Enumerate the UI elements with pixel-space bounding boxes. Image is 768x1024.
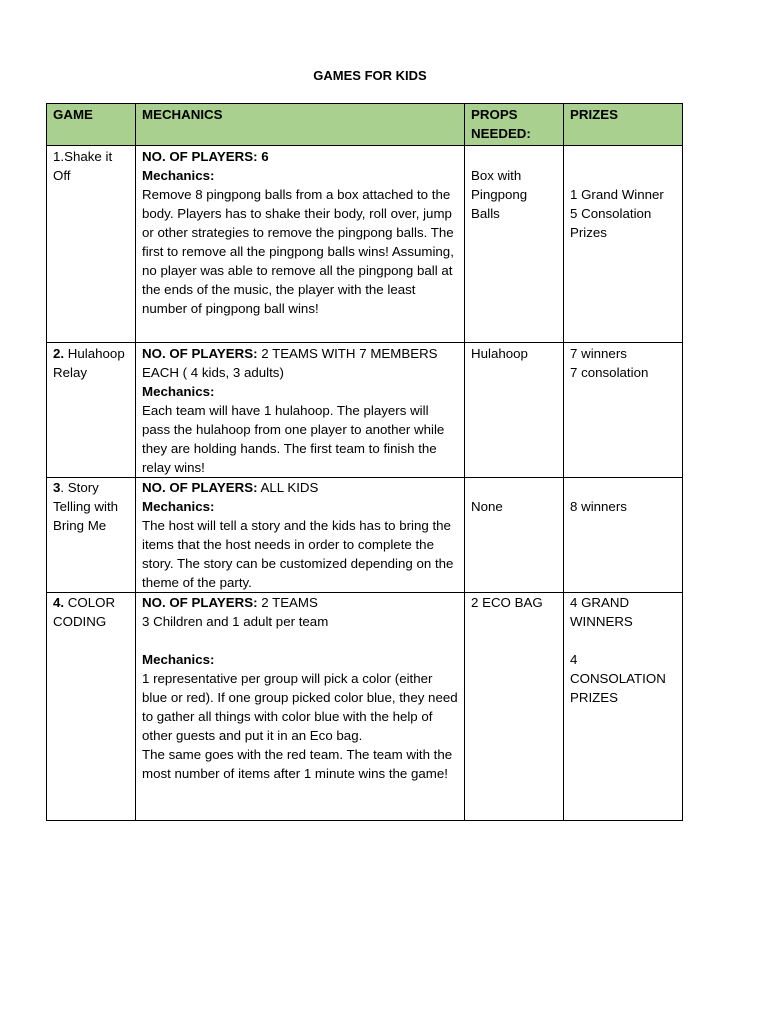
mechanics-cell <box>136 478 465 593</box>
props-cell <box>465 146 564 343</box>
mechanics-label: Mechanics: <box>142 499 215 514</box>
players-value: ALL KIDS <box>260 480 319 495</box>
prize-line: 7 winners <box>570 346 627 361</box>
mechanics-text: Each team will have 1 hulahoop. The players will pass the hulahoop from one player to another while they are holding hands. The first team to finish the relay wins! <box>142 403 445 475</box>
mechanics-text: Remove 8 pingpong balls from a box attached to the body. Players has to shake their body, roll over, jump or other strategies to remove the pingpong balls. The first to remove all the pingpong balls wins! Assuming, no player was able to remove all the pingpong ball at the ends of the music, the player with the least number of pingpong ball wins! <box>142 187 454 316</box>
page-title: GAMES FOR KIDS <box>313 68 427 83</box>
players-label: NO. OF PLAYERS: <box>142 595 258 610</box>
game-name: COLOR CODING <box>53 595 116 629</box>
header-mechanics: MECHANICS <box>136 104 465 146</box>
props-text: 2 ECO BAG <box>471 595 543 610</box>
players-value: 2 TEAMS WITH 7 MEMBERS EACH ( 4 kids, 3 adults) <box>142 346 438 380</box>
header-game: GAME <box>47 104 136 146</box>
props-text: Hulahoop <box>471 346 528 361</box>
mechanics-text: The host will tell a story and the kids has to bring the items that the host needs in order to complete the story. The story can be customized depending on the theme of the party. <box>142 518 454 590</box>
props-text: None <box>471 499 503 514</box>
game-number: 4. <box>53 595 65 610</box>
prizes-cell <box>564 343 683 478</box>
header-prizes: PRIZES <box>564 104 683 146</box>
games-table <box>46 103 683 821</box>
props-text: Box with Pingpong Balls <box>471 168 528 221</box>
prize-line: 7 consolation <box>570 365 649 380</box>
game-number: 2. <box>53 346 65 361</box>
game-name: 1.Shake it Off <box>53 149 113 183</box>
mechanics-text: 1 representative per group will pick a color (either blue or red). If one group picked color blue, they need to gather all things with color blue with the help of other guests and put it in an Eco bag. <box>142 671 458 743</box>
prizes-cell <box>564 478 683 593</box>
prize-line: 4 CONSOLATION PRIZES <box>570 652 666 705</box>
table-row <box>47 593 683 821</box>
prizes-cell <box>564 146 683 343</box>
mechanics-text-2: The same goes with the red team. The team with the most number of items after 1 minute wins the game! <box>142 747 453 781</box>
table-row <box>47 146 683 343</box>
props-cell <box>465 593 564 821</box>
mechanics-cell <box>136 343 465 478</box>
mechanics-cell <box>136 146 465 343</box>
players-label: NO. OF PLAYERS: <box>142 480 258 495</box>
table-row <box>47 478 683 593</box>
prizes-cell <box>564 593 683 821</box>
game-cell <box>47 146 136 343</box>
mechanics-label: Mechanics: <box>142 168 215 183</box>
table-header-row <box>47 104 683 146</box>
table-row <box>47 343 683 478</box>
players-value: 2 TEAMS <box>261 595 318 610</box>
header-props: PROPS NEEDED: <box>465 104 564 146</box>
game-name: . Story Telling with Bring Me <box>53 480 119 533</box>
props-cell <box>465 478 564 593</box>
players-label: NO. OF PLAYERS: <box>142 346 258 361</box>
prize-line: 1 Grand Winner <box>570 187 664 202</box>
prize-line: 4 GRAND WINNERS <box>570 595 633 629</box>
game-cell <box>47 478 136 593</box>
mechanics-label: Mechanics: <box>142 384 215 399</box>
game-number: 3 <box>53 480 61 495</box>
mechanics-cell <box>136 593 465 821</box>
players-label: NO. OF PLAYERS: 6 <box>142 149 269 164</box>
prize-line: 8 winners <box>570 499 627 514</box>
team-note: 3 Children and 1 adult per team <box>142 614 329 629</box>
game-cell <box>47 343 136 478</box>
game-cell <box>47 593 136 821</box>
game-name: Hulahoop Relay <box>53 346 125 380</box>
props-cell <box>465 343 564 478</box>
prize-line: 5 Consolation Prizes <box>570 206 652 240</box>
mechanics-label: Mechanics: <box>142 652 215 667</box>
